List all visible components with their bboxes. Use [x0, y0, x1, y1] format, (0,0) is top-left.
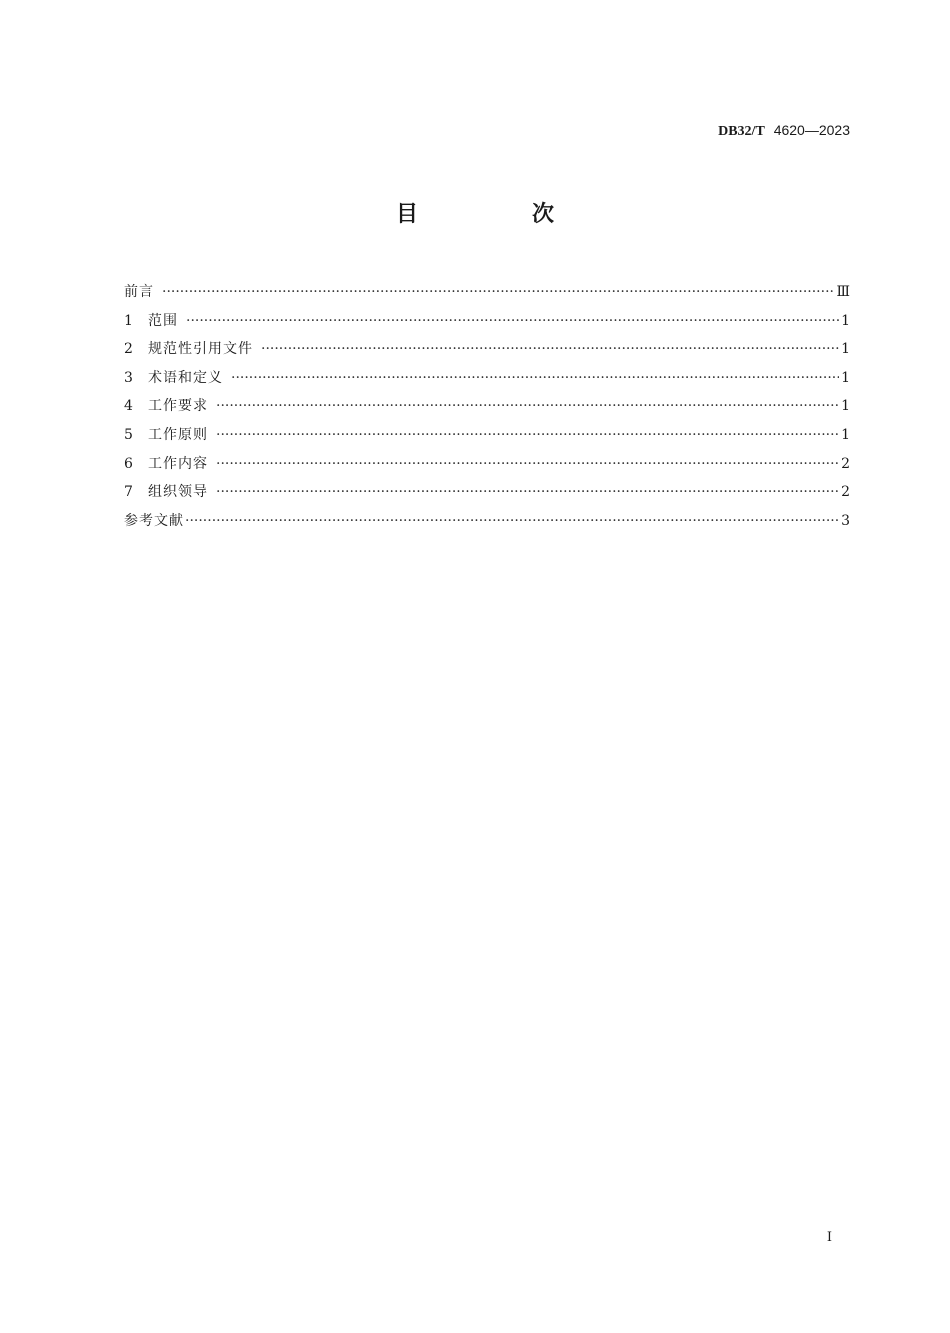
toc-leader-dots [261, 335, 839, 364]
toc-leader-dots [186, 307, 839, 336]
toc-entry-6[interactable] [124, 450, 850, 479]
toc-entry-number: 6 [124, 455, 133, 472]
toc-entry-number: 3 [124, 369, 133, 386]
toc-entry-label: 工作内容 [148, 455, 208, 472]
toc-entry-1[interactable] [124, 307, 850, 336]
toc-entry-3[interactable] [124, 364, 850, 393]
toc-leader-dots [216, 450, 839, 479]
toc-entry-4[interactable] [124, 392, 850, 421]
toc-entry-number: 2 [124, 341, 133, 358]
toc-entry-page: 1 [841, 426, 850, 443]
toc-entry-foreword[interactable] [124, 278, 850, 307]
toc-entry-page: 1 [841, 398, 850, 415]
toc-entry-page: 1 [841, 312, 850, 329]
toc-entry-5[interactable] [124, 421, 850, 450]
toc-entry-label: 术语和定义 [148, 369, 223, 386]
toc-entry-7[interactable] [124, 478, 850, 507]
toc-entry-page: 3 [841, 512, 850, 529]
toc-entry-page: 2 [841, 455, 850, 472]
toc-entry-number: 7 [124, 484, 133, 501]
toc-entry-number: 5 [124, 426, 133, 443]
standard-code [718, 121, 850, 141]
toc-entry-label: 参考文献 [124, 512, 184, 529]
toc-entry-2[interactable] [124, 335, 850, 364]
table-of-contents [124, 278, 850, 535]
toc-entry-bibliography[interactable] [124, 507, 850, 536]
toc-entry-page: Ⅲ [836, 284, 850, 300]
toc-leader-dots [162, 278, 834, 307]
page-number: I [826, 1230, 832, 1245]
toc-leader-dots [216, 421, 839, 450]
toc-leader-dots [185, 507, 839, 536]
toc-entry-label: 范围 [148, 312, 178, 329]
toc-entry-label: 规范性引用文件 [148, 341, 253, 358]
toc-leader-dots [231, 364, 839, 393]
toc-title: 目 次 [395, 202, 600, 227]
toc-entry-label: 工作原则 [148, 426, 208, 443]
toc-entry-label: 组织领导 [148, 484, 208, 501]
toc-entry-label: 前言 [124, 284, 154, 300]
standard-code-prefix: DB32/T [718, 124, 765, 139]
toc-entry-number: 4 [124, 398, 133, 415]
toc-leader-dots [216, 478, 839, 507]
toc-entry-page: 2 [841, 484, 850, 501]
standard-code-number: 4620—2023 [773, 122, 850, 138]
toc-leader-dots [216, 392, 839, 421]
toc-entry-label: 工作要求 [148, 398, 208, 415]
toc-entry-page: 1 [841, 341, 850, 358]
toc-entry-page: 1 [841, 369, 850, 386]
toc-entry-number: 1 [124, 312, 133, 329]
